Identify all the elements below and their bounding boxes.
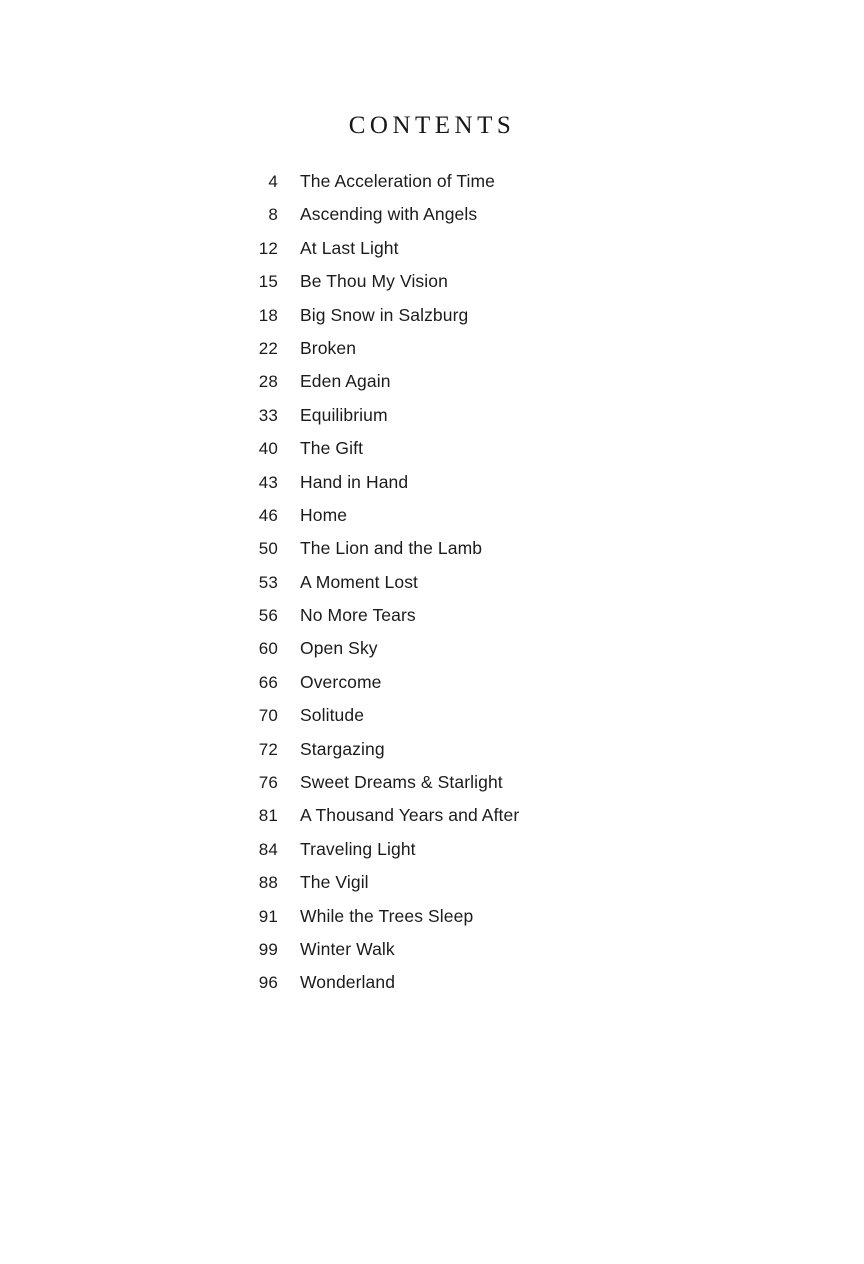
list-item[interactable] <box>0 472 864 505</box>
page-title: CONTENTS <box>348 112 516 139</box>
entry-title: Hand in Hand <box>300 471 409 492</box>
list-item[interactable] <box>0 638 864 671</box>
list-item[interactable] <box>0 772 864 805</box>
entry-title: Traveling Light <box>300 838 416 859</box>
entry-title: Overcome <box>300 671 382 692</box>
list-item[interactable] <box>0 271 864 304</box>
entry-title: The Lion and the Lamb <box>300 538 483 559</box>
entry-page-number: 76 <box>258 773 278 793</box>
list-item[interactable] <box>0 839 864 872</box>
list-item[interactable] <box>0 238 864 271</box>
entry-page-number: 43 <box>258 472 278 492</box>
entry-title: Open Sky <box>300 638 378 659</box>
entry-title: Ascending with Angels <box>300 204 478 225</box>
list-item[interactable] <box>0 906 864 939</box>
entry-page-number: 72 <box>258 739 278 759</box>
list-item[interactable] <box>0 505 864 538</box>
list-item[interactable] <box>0 204 864 237</box>
entry-page-number: 50 <box>258 539 278 559</box>
list-item[interactable] <box>0 338 864 371</box>
entry-title: The Vigil <box>300 872 369 893</box>
entry-page-number: 66 <box>258 672 278 692</box>
list-item[interactable] <box>0 605 864 638</box>
entry-title: Be Thou My Vision <box>300 271 448 292</box>
list-item[interactable] <box>0 171 864 204</box>
list-item[interactable] <box>0 538 864 571</box>
entry-title: Solitude <box>300 705 365 726</box>
entry-title: A Moment Lost <box>300 571 419 592</box>
table-of-contents <box>0 171 864 1006</box>
entry-page-number: 46 <box>258 505 278 525</box>
entry-title: Wonderland <box>300 972 396 993</box>
entry-page-number: 56 <box>258 606 278 626</box>
entry-page-number: 12 <box>258 238 278 258</box>
document-page <box>0 112 864 1264</box>
list-item[interactable] <box>0 705 864 738</box>
entry-title: Winter Walk <box>300 938 395 959</box>
entry-title: Stargazing <box>300 738 385 759</box>
entry-title: Eden Again <box>300 371 391 392</box>
entry-title: No More Tears <box>300 605 416 626</box>
list-item[interactable] <box>0 305 864 338</box>
list-item[interactable] <box>0 438 864 471</box>
entry-page-number: 70 <box>258 706 278 726</box>
entry-title: Broken <box>300 337 357 358</box>
list-item[interactable] <box>0 572 864 605</box>
entry-page-number: 53 <box>258 572 278 592</box>
list-item[interactable] <box>0 972 864 1005</box>
list-item[interactable] <box>0 672 864 705</box>
list-item[interactable] <box>0 739 864 772</box>
entry-page-number: 8 <box>268 205 278 225</box>
list-item[interactable] <box>0 371 864 404</box>
entry-page-number: 4 <box>268 172 278 191</box>
entry-page-number: 88 <box>258 873 278 893</box>
entry-title: A Thousand Years and After <box>300 805 520 826</box>
entry-title: Sweet Dreams & Starlight <box>300 772 503 793</box>
entry-page-number: 18 <box>258 305 278 325</box>
entry-page-number: 22 <box>258 338 278 358</box>
list-item[interactable] <box>0 872 864 905</box>
entry-title: While the Trees Sleep <box>300 905 474 926</box>
entry-page-number: 84 <box>258 839 278 859</box>
entry-title: Home <box>300 504 348 525</box>
entry-title: The Gift <box>300 438 364 459</box>
entry-title: At Last Light <box>300 237 399 258</box>
entry-page-number: 33 <box>258 405 278 425</box>
entry-page-number: 91 <box>258 906 278 926</box>
entry-page-number: 28 <box>258 372 278 392</box>
entry-title: The Acceleration of Time <box>300 171 495 191</box>
entry-page-number: 40 <box>258 439 278 459</box>
list-item[interactable] <box>0 805 864 838</box>
entry-page-number: 96 <box>258 973 278 993</box>
entry-page-number: 60 <box>258 639 278 659</box>
entry-title: Big Snow in Salzburg <box>300 304 469 325</box>
entry-title: Equilibrium <box>300 404 388 425</box>
list-item[interactable] <box>0 939 864 972</box>
entry-page-number: 81 <box>258 806 278 826</box>
entry-page-number: 15 <box>258 272 278 292</box>
entry-page-number: 99 <box>258 939 278 959</box>
list-item[interactable] <box>0 405 864 438</box>
